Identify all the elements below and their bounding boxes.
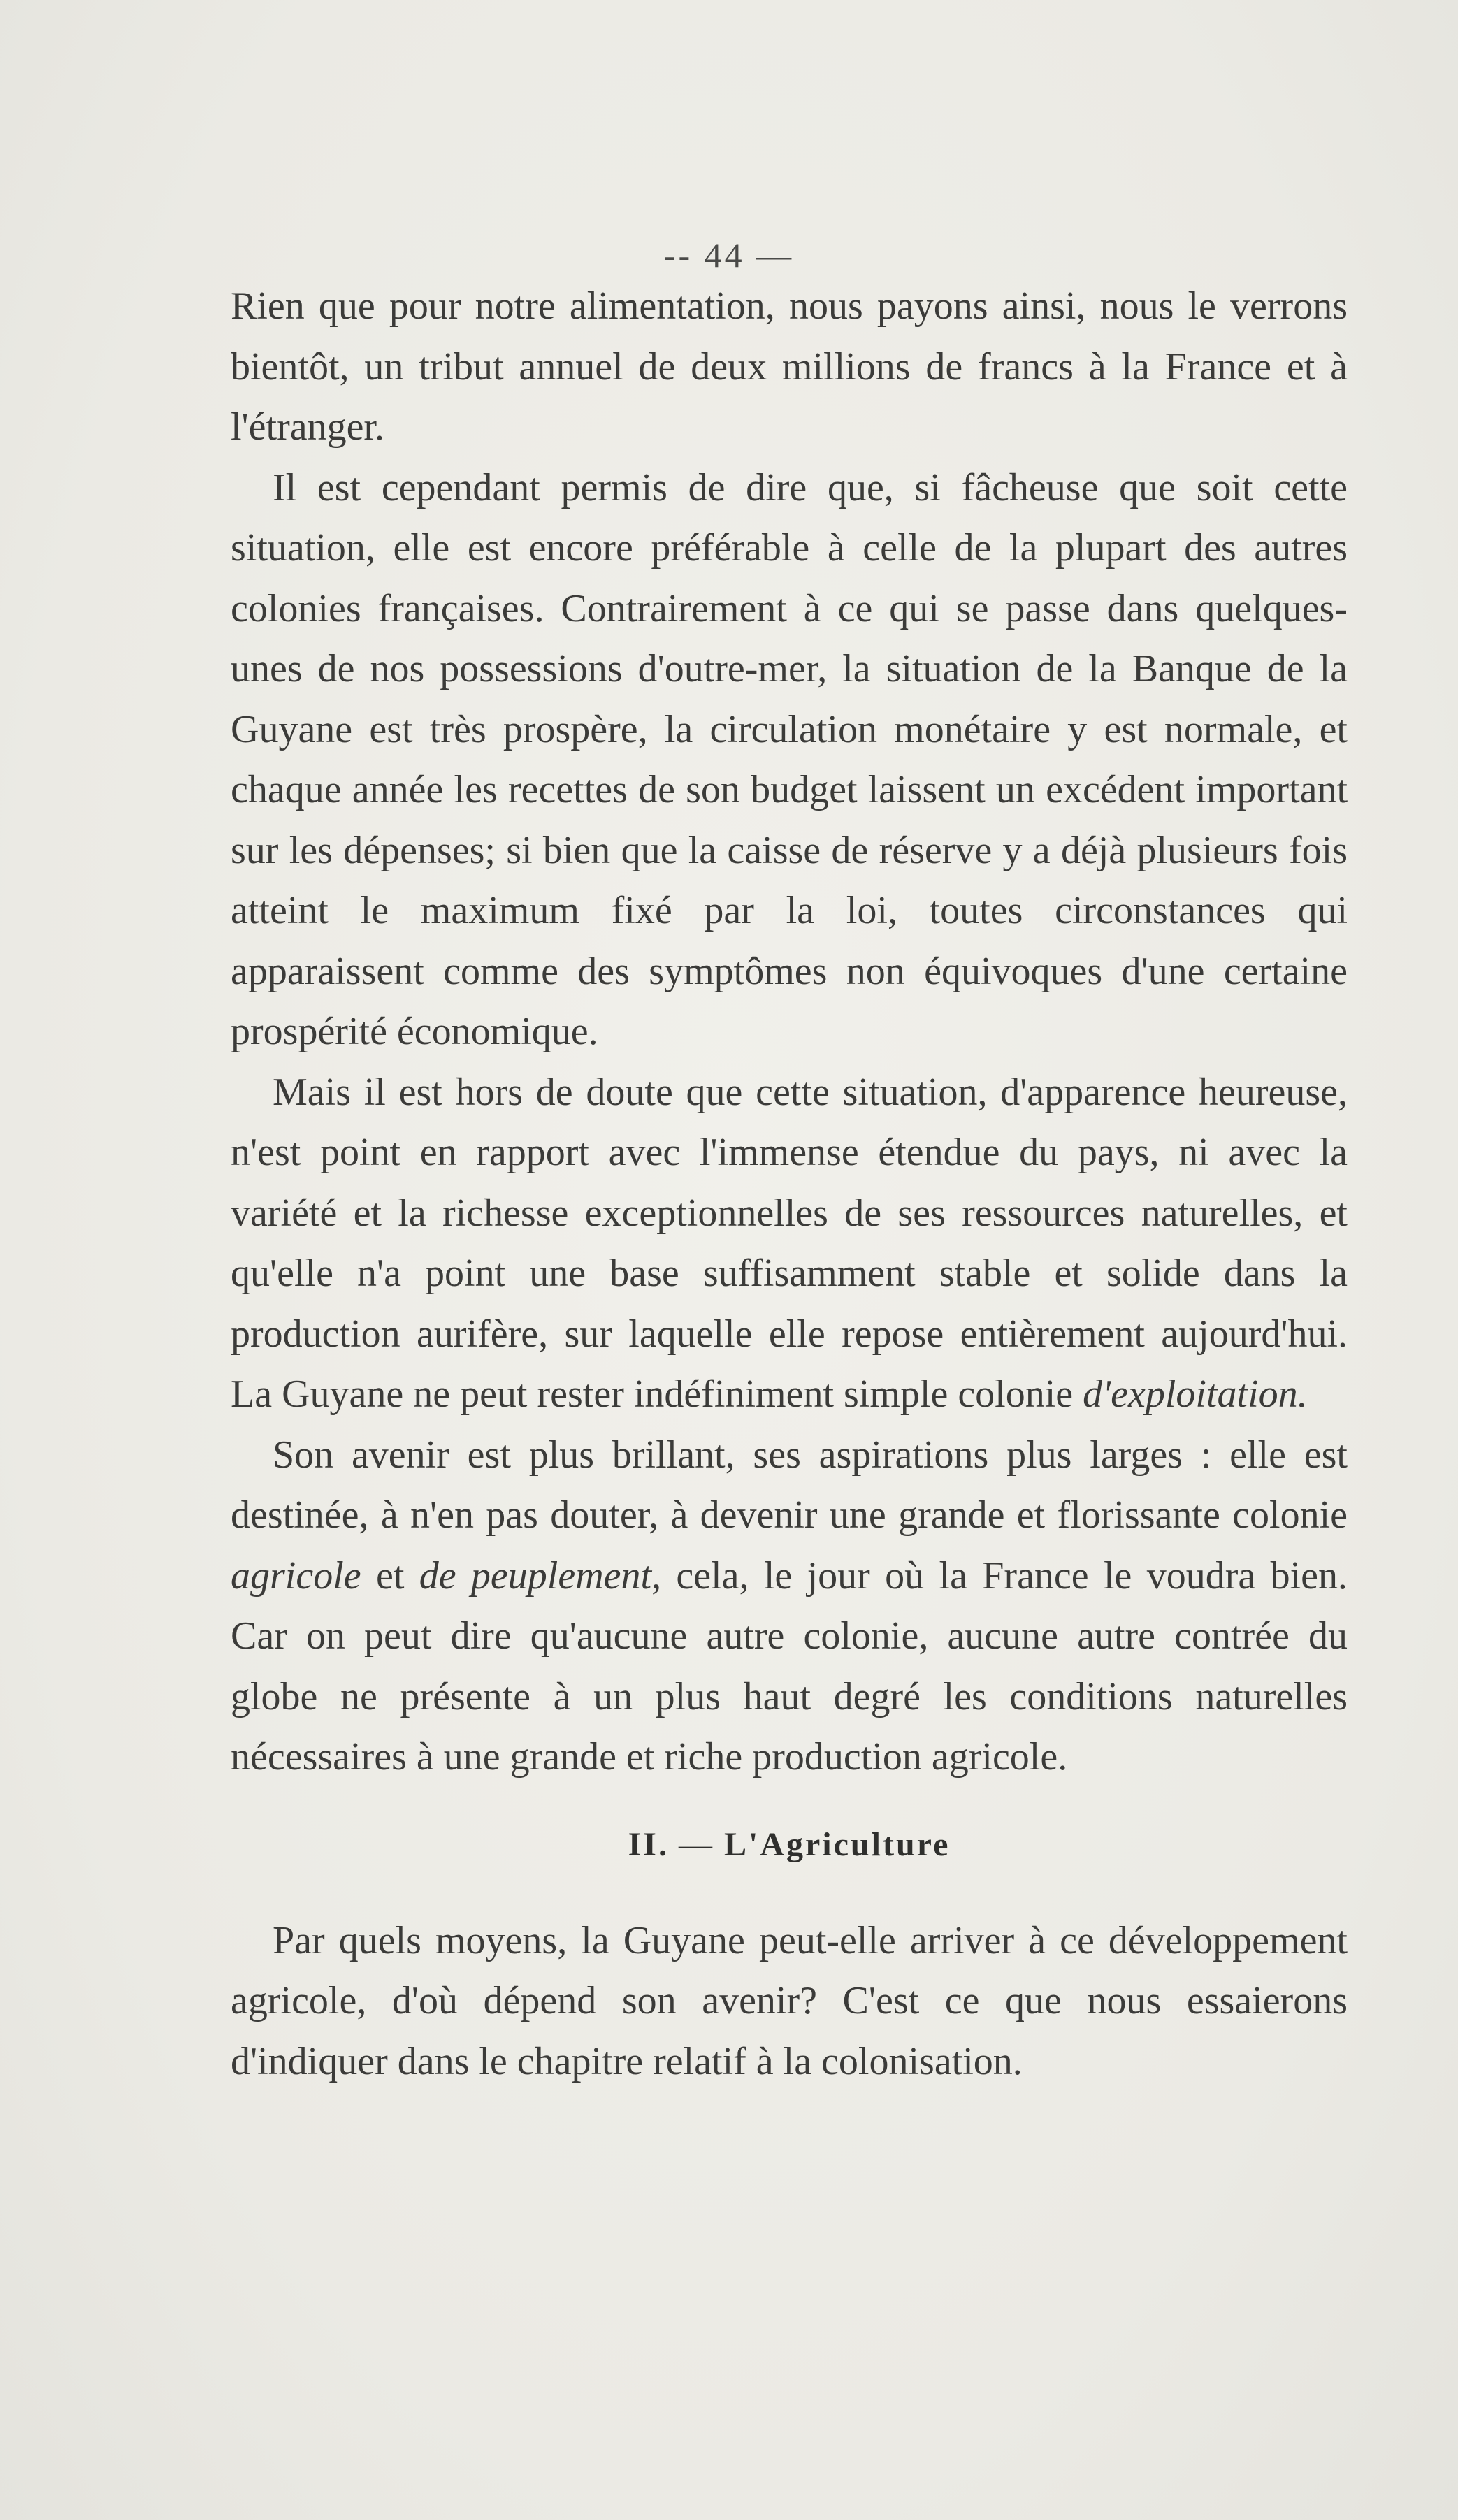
paragraph-4-conjunction: et xyxy=(375,1554,405,1598)
paragraph-4-emphasis-peuplement: de peuplement xyxy=(419,1554,652,1598)
paragraph-1: Rien que pour notre alimentation, nous payons ainsi, nous le verrons bientôt, un tribut annuel de deux millions de francs à la France et à l'étranger. xyxy=(231,284,1348,449)
section-heading xyxy=(231,1824,1348,1866)
paragraph-4-text: Son avenir est plus brillant, ses aspirations plus larges : elle est destinée, à n'en pas douter, à devenir une grande et florissante colonie xyxy=(231,1433,1348,1537)
body-text xyxy=(231,276,1348,2092)
section-dash: — xyxy=(678,1825,714,1863)
paragraph-3-text: Mais il est hors de doute que cette situation, d'apparence heureuse, n'est point en rapport avec l'immense étendue du pays, ni avec la variété et la richesse exceptionnelles de ses ressources naturelles, et qu'elle n'a point une base suffisamment stable et solide dans la production aurifère, sur laquelle elle repose entièrement aujourd'hui. La Guyane ne peut rester indéfiniment simple colonie xyxy=(231,1070,1348,1416)
paragraph-4 xyxy=(231,1425,1348,1788)
paragraph-3 xyxy=(231,1062,1348,1425)
page-number: -- 44 — xyxy=(663,236,795,275)
paragraph-3-emphasis: d'exploitation. xyxy=(1083,1373,1308,1416)
paragraph-4-emphasis-agricole: agricole xyxy=(231,1554,361,1598)
section-number: II. xyxy=(628,1825,669,1863)
paragraph-2: Il est cependant permis de dire que, si fâcheuse que soit cette situation, elle est encore préférable à celle de la plupart des autres colonies françaises. Contrairement à ce qui se passe dans quelques-unes de nos possessions d'outre-mer, la situation de la Banque de la Guyane est très prospère, la circulation monétaire y est normale, et chaque année les recettes de son budget laissent un excédent important sur les dépenses; si bien que la caisse de réserve y a déjà plusieurs fois atteint le maximum fixé par la loi, toutes circonstances qui apparaissent comme des symptômes non équivoques d'une certaine prospérité économique. xyxy=(231,465,1348,1053)
paragraph-4-rest: , cela, le jour où la France le voudra bien. Car on peut dire qu'aucune autre colonie, aucune autre contrée du globe ne présente à un plus haut degré les conditions naturelles nécessaires à une grande et riche production agricole. xyxy=(231,1554,1348,1779)
section-title: L'Agriculture xyxy=(723,1825,951,1863)
paragraph-5: Par quels moyens, la Guyane peut-elle arriver à ce développement agricole, d'où dépend son avenir? C'est ce que nous essaierons d'indiquer dans le chapitre relatif à la colonisation. xyxy=(231,1918,1348,2083)
